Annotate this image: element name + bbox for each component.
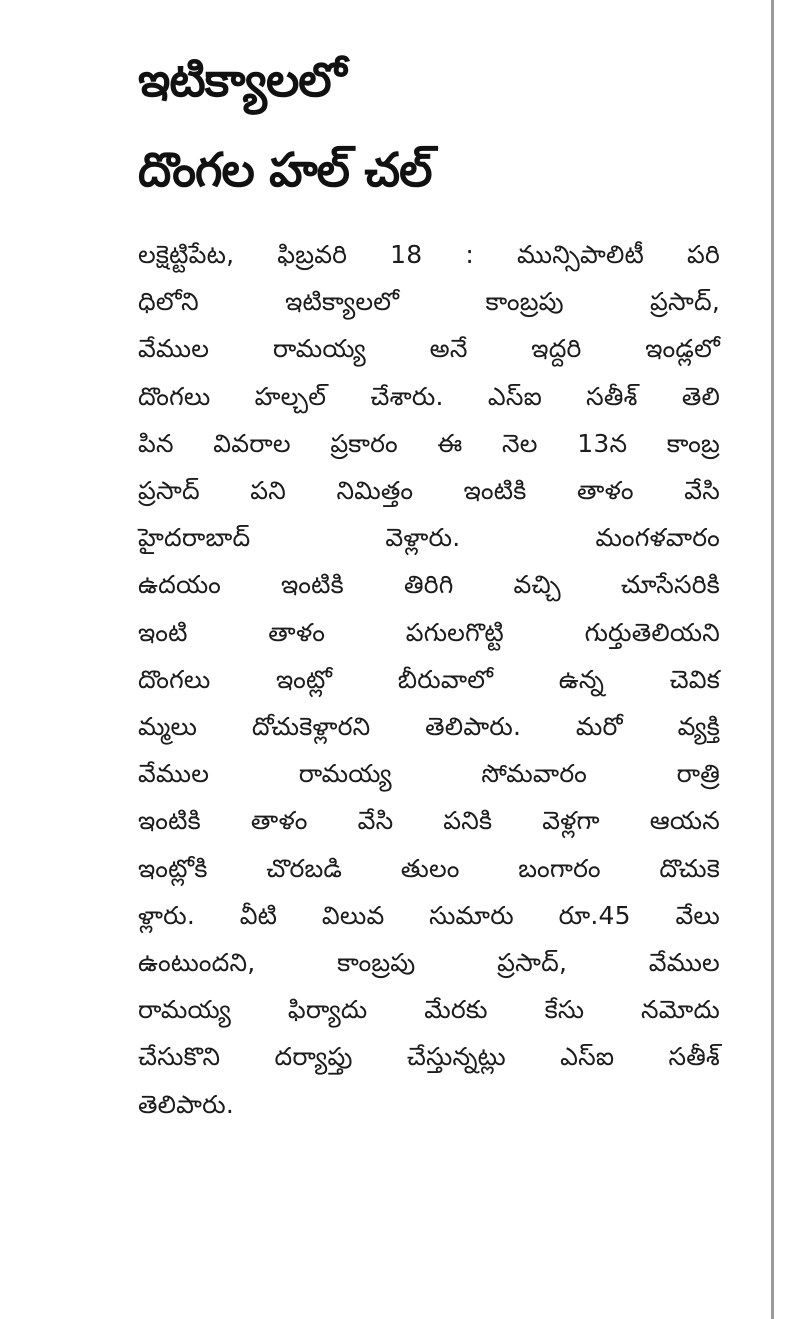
body-line-9: ఇంటి తాళం పగులగొట్టి గుర్తుతెలియని — [138, 617, 720, 647]
body-line-17: రామయ్య ఫిర్యాదు మేరకు కేసు నమోదు — [138, 995, 720, 1025]
body-line-10: దొంగలు ఇంట్లో బీరువాలో ఉన్న చెవిక — [138, 664, 720, 694]
body-line-2: ధిలోని ఇటిక్యాలలో కాంబ్రపు ప్రసాద్, — [138, 287, 720, 317]
body-line-6: ప్రసాద్ పని నిమిత్తం ఇంటికి తాళం వేసి — [138, 476, 720, 506]
body-line-11: మ్మలు దోచుకెళ్లారని తెలిపారు. మరో వ్యక్తి — [138, 712, 720, 742]
body-line-3: వేముల రామయ్య అనే ఇద్దరి ఇండ్లలో — [138, 334, 720, 364]
body-line-5: పిన వివరాల ప్రకారం ఈ నెల 13న కాంబ్ర — [138, 428, 720, 458]
body-line-15: ళ్లారు. వీటి విలువ సుమారు రూ.45 వేలు — [138, 900, 720, 930]
body-line-1: లక్షెట్టిపేట, ఫిబ్రవరి 18 : మున్సిపాలిటీ పరి — [138, 240, 720, 269]
article-body — [138, 231, 720, 1128]
body-line-7: హైదరాబాద్ వెళ్లారు. మంగళవారం — [138, 523, 720, 553]
article-headline — [138, 36, 720, 216]
body-line-13: ఇంటికి తాళం వేసి పనికి వెళ్లగా ఆయన — [138, 806, 720, 836]
column-divider — [771, 0, 774, 1319]
body-line-4: దొంగలు హల్చల్ చేశారు. ఎస్ఐ సతీశ్ తెలి — [138, 381, 720, 411]
body-line-12: వేముల రామయ్య సోమవారం రాత్రి — [138, 759, 720, 789]
body-line-18: చేసుకొని దర్యాప్తు చేస్తున్నట్లు ఎస్ఐ సతీశ్ — [138, 1042, 720, 1072]
headline-line-2: దొంగల హల్ చల్ — [138, 143, 432, 198]
body-line-19: తెలిపారు. — [138, 1089, 234, 1119]
body-line-8: ఉదయం ఇంటికి తిరిగి వచ్చి చూసేసరికి — [138, 570, 720, 600]
headline-line-1: ఇటిక్యాలలో — [138, 53, 346, 108]
news-article — [138, 36, 720, 1128]
body-line-16: ఉంటుందని, కాంబ్రపు ప్రసాద్, వేముల — [138, 948, 720, 978]
body-line-14: ఇంట్లోకి చొరబడి తులం బంగారం దొచుకె — [138, 853, 720, 883]
